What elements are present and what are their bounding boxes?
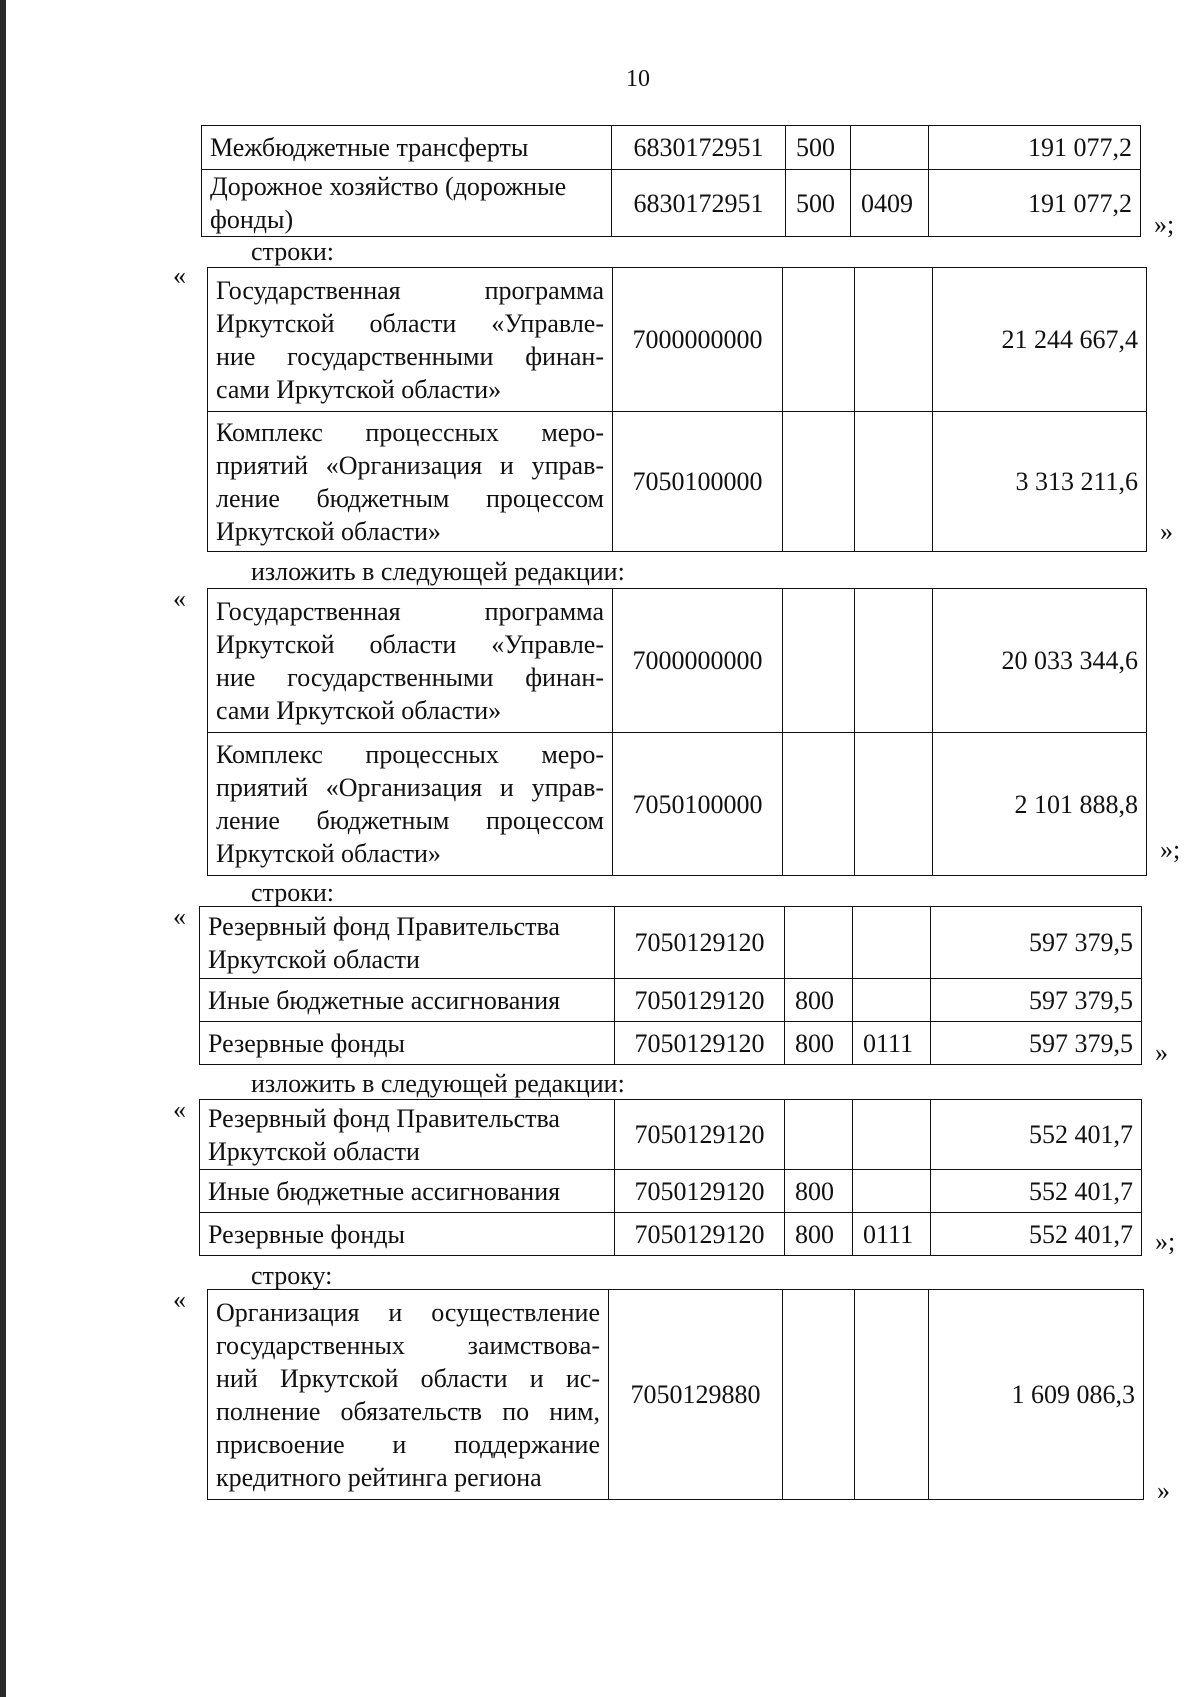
budget-table [199, 1099, 1142, 1256]
description-line: Межбюджетные трансферты [210, 133, 529, 162]
amount: 20 033 344,6 [933, 589, 1147, 733]
section-code [853, 907, 931, 979]
amount: 597 379,5 [931, 1022, 1142, 1065]
description-line: фонды) [210, 205, 294, 234]
expense-type-code [783, 268, 855, 412]
description-line: Государственная программа [216, 596, 604, 626]
description-line: сами Иркутской области» [216, 695, 502, 725]
row-description [200, 1213, 615, 1256]
description-line: ление бюджетным процессом [216, 483, 604, 513]
table-row [200, 979, 1142, 1022]
amount: 552 401,7 [931, 1213, 1142, 1256]
target-article-code: 7050129120 [615, 979, 785, 1022]
table-row [208, 1290, 1144, 1500]
section-code [855, 589, 933, 733]
amount: 21 244 667,4 [933, 268, 1147, 412]
target-article-code: 6830172951 [612, 126, 786, 170]
section-code: 0111 [853, 1022, 931, 1065]
section-code [855, 1290, 929, 1500]
table-row [202, 170, 1141, 237]
open-quote: « [173, 902, 186, 931]
close-quote: » [1155, 1038, 1168, 1067]
target-article-code: 7050129120 [615, 1022, 785, 1065]
row-description [200, 1170, 615, 1213]
description-line: присвоение и поддержание [216, 1429, 600, 1459]
row-description [202, 170, 612, 237]
section-code: 0409 [851, 170, 929, 237]
open-quote: « [173, 1285, 186, 1314]
description-line: Комплекс процессных меро- [216, 417, 604, 447]
section-code [853, 1100, 931, 1170]
budget-table [207, 267, 1147, 552]
row-description [208, 589, 613, 733]
expense-type-code [785, 1100, 853, 1170]
expense-type-code [785, 907, 853, 979]
target-article-code: 7050129120 [615, 907, 785, 979]
expense-type-code [783, 1290, 855, 1500]
description-line: государственных заимствова- [216, 1330, 600, 1360]
open-quote: « [173, 261, 186, 290]
expense-type-code: 800 [785, 1170, 853, 1213]
section-code [855, 733, 933, 876]
close-quote: »; [1154, 210, 1175, 239]
description-line: ние государственными финан- [216, 662, 604, 692]
row-description [208, 1290, 609, 1500]
close-quote: »; [1160, 835, 1181, 864]
table-row [202, 126, 1141, 170]
amount: 2 101 888,8 [933, 733, 1147, 876]
section-code [855, 412, 933, 552]
section-label: изложить в следующей редакции: [251, 557, 625, 586]
budget-table [207, 588, 1147, 876]
description-line: Резервные фонды [208, 1219, 405, 1249]
amount: 552 401,7 [931, 1170, 1142, 1213]
target-article-code: 7000000000 [613, 268, 783, 412]
table-row [200, 1170, 1142, 1213]
page-number: 10 [626, 66, 650, 92]
expense-type-code: 500 [786, 126, 851, 170]
description-line: кредитного рейтинга региона [216, 1462, 542, 1492]
description-line: Иркутской области «Управле- [216, 308, 604, 338]
close-quote: » [1160, 517, 1173, 546]
expense-type-code: 800 [785, 1022, 853, 1065]
description-line: Организация и осуществление [216, 1297, 600, 1327]
amount: 1 609 086,3 [929, 1290, 1144, 1500]
description-line: ление бюджетным процессом [216, 806, 604, 835]
amount: 191 077,2 [929, 126, 1141, 170]
description-line: Резервные фонды [208, 1028, 405, 1058]
row-description [200, 1022, 615, 1065]
amount: 597 379,5 [931, 979, 1142, 1022]
section-code [853, 979, 931, 1022]
description-line: сами Иркутской области» [216, 374, 502, 404]
section-code [853, 1170, 931, 1213]
table-row [200, 1100, 1142, 1170]
amount: 191 077,2 [929, 170, 1141, 237]
expense-type-code [783, 412, 855, 552]
expense-type-code: 800 [785, 1213, 853, 1256]
budget-table [201, 125, 1141, 237]
description-line: приятий «Организация и управ- [216, 450, 604, 480]
target-article-code: 7050129880 [609, 1290, 783, 1500]
target-article-code: 7050129120 [615, 1213, 785, 1256]
target-article-code: 7050100000 [613, 412, 783, 552]
row-description [208, 268, 613, 412]
section-code: 0111 [853, 1213, 931, 1256]
open-quote: « [173, 584, 186, 613]
description-line: полнение обязательств по ним, [216, 1396, 600, 1426]
row-description [202, 126, 612, 170]
section-label: изложить в следующей редакции: [251, 1069, 625, 1098]
description-line: Иные бюджетные ассигнования [208, 985, 561, 1015]
table-row [200, 907, 1142, 979]
description-line: Резервный фонд Правительства [208, 1103, 560, 1133]
description-line: Государственная программа [216, 275, 604, 305]
expense-type-code [783, 733, 855, 876]
scan-page-edge [0, 0, 6, 1697]
description-line: Иркутской области» [216, 516, 441, 546]
table-row [208, 733, 1147, 876]
description-line: Иркутской области» [216, 839, 441, 868]
target-article-code: 6830172951 [612, 170, 786, 237]
description-line: Иные бюджетные ассигнования [208, 1176, 561, 1206]
row-description [208, 733, 613, 876]
row-description [200, 907, 615, 979]
description-line: приятий «Организация и управ- [216, 773, 604, 802]
expense-type-code: 800 [785, 979, 853, 1022]
amount: 597 379,5 [931, 907, 1142, 979]
row-description [200, 979, 615, 1022]
section-label: строки: [251, 237, 334, 266]
target-article-code: 7050100000 [613, 733, 783, 876]
table-row [208, 268, 1147, 412]
description-line: Иркутской области «Управле- [216, 629, 604, 659]
description-line: ний Иркутской области и ис- [216, 1363, 600, 1393]
description-line: ние государственными финан- [216, 341, 604, 371]
row-description [200, 1100, 615, 1170]
budget-table [199, 906, 1142, 1065]
expense-type-code: 500 [786, 170, 851, 237]
description-line: Резервный фонд Правительства [208, 911, 560, 941]
close-quote: »; [1155, 1227, 1176, 1256]
row-description [208, 412, 613, 552]
description-line: Комплекс процессных меро- [216, 740, 604, 769]
target-article-code: 7050129120 [615, 1100, 785, 1170]
section-code [851, 126, 929, 170]
amount: 3 313 211,6 [933, 412, 1147, 552]
section-label: строку: [251, 1261, 333, 1290]
table-row [200, 1022, 1142, 1065]
open-quote: « [173, 1095, 186, 1124]
expense-type-code [783, 589, 855, 733]
section-code [855, 268, 933, 412]
table-row [208, 589, 1147, 733]
amount: 552 401,7 [931, 1100, 1142, 1170]
target-article-code: 7050129120 [615, 1170, 785, 1213]
description-line: Дорожное хозяйство (дорожные [210, 172, 567, 201]
description-line: Иркутской области [208, 944, 420, 974]
table-row [208, 412, 1147, 552]
description-line: Иркутской области [208, 1136, 420, 1166]
table-row [200, 1213, 1142, 1256]
section-label: строки: [251, 878, 334, 907]
budget-table [207, 1289, 1144, 1500]
target-article-code: 7000000000 [613, 589, 783, 733]
close-quote: » [1157, 1476, 1170, 1505]
